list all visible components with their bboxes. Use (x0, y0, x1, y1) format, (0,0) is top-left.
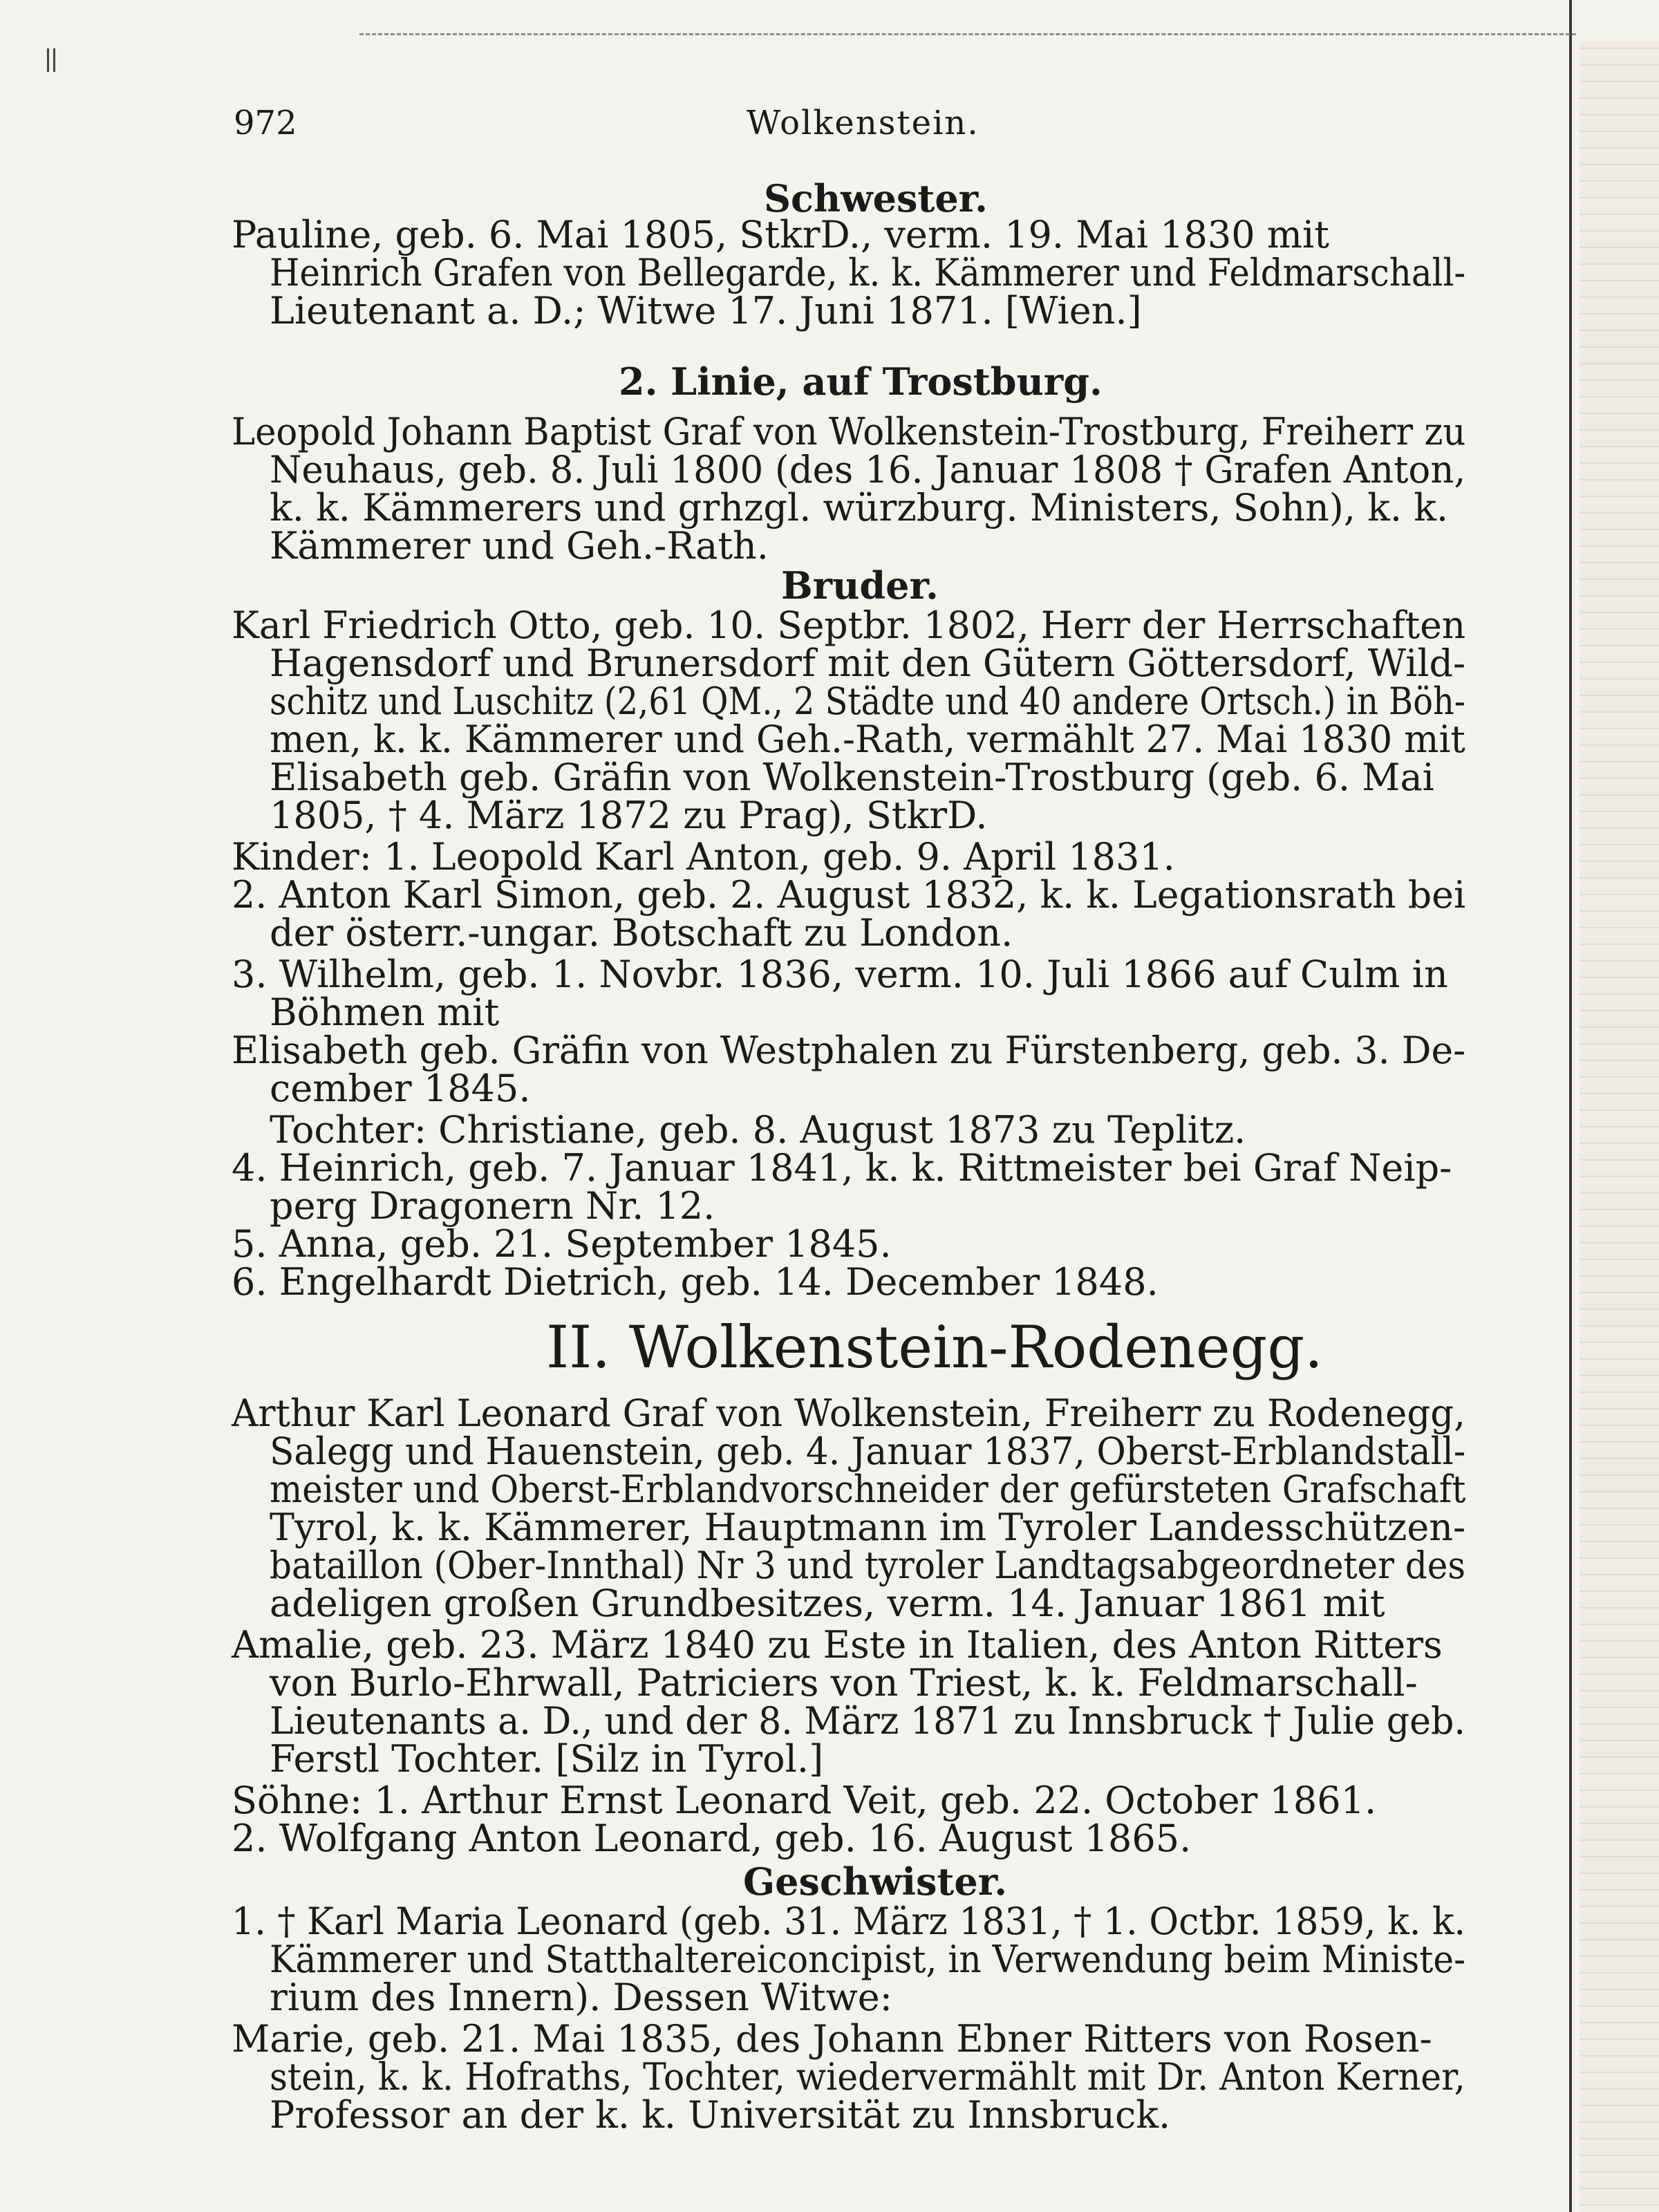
text-line: 2. Anton Karl Simon, geb. 2. August 1832, k. k. Legationsrath bei (232, 873, 1466, 917)
text-line: Pauline, geb. 6. Mai 1805, StkrD., verm. 19. Mai 1830 mit (232, 213, 1329, 256)
text-line: Salegg und Hauenstein, geb. 4. Januar 1837, Oberst-Erblandstall- (270, 1430, 1466, 1473)
heading-bruder: Bruder. (781, 563, 939, 608)
text-line: Hagensdorf und Brunersdorf mit den Gütern Göttersdorf, Wild- (270, 641, 1466, 685)
text-line: Karl Friedrich Otto, geb. 10. Septbr. 1802, Herr der Herrschaften (232, 603, 1466, 647)
text-line: adeligen großen Grundbesitzes, verm. 14. Januar 1861 mit (270, 1582, 1385, 1625)
text-line: Elisabeth geb. Gräfin von Westphalen zu Fürstenberg, geb. 3. De- (232, 1029, 1466, 1072)
text-line: meister und Oberst-Erblandvorschneider der gefürsteten Grafschaft (270, 1468, 1466, 1511)
heading-linie-trostburg: 2. Linie, auf Trostburg. (619, 359, 1103, 404)
text-line: k. k. Kämmerers und grhzgl. würzburg. Ministers, Sohn), k. k. (270, 486, 1449, 529)
text-line: cember 1845. (270, 1067, 531, 1110)
text-line: von Burlo-Ehrwall, Patriciers von Triest, k. k. Feldmarschall- (270, 1661, 1418, 1705)
heading-geschwister: Geschwister. (743, 1859, 1008, 1904)
heading-schwester: Schwester. (764, 176, 988, 221)
text-line: Lieutenant a. D.; Witwe 17. Juni 1871. [Wien.] (270, 289, 1142, 332)
text-line: Tochter: Christiane, geb. 8. August 1873 zu Teplitz. (270, 1108, 1246, 1152)
text-line: rium des Innern). Dessen Witwe: (270, 1976, 892, 2019)
text-line: 5. Anna, geb. 21. September 1845. (232, 1222, 892, 1266)
text-line: Söhne: 1. Arthur Ernst Leonard Veit, geb. 22. October 1861. (232, 1779, 1377, 1822)
text-line: 2. Wolfgang Anton Leonard, geb. 16. August 1865. (232, 1817, 1192, 1860)
text-line: 1805, † 4. März 1872 zu Prag), StkrD. (270, 794, 988, 837)
text-line: der österr.-ungar. Botschaft zu London. (270, 911, 1013, 955)
text-line: 6. Engelhardt Dietrich, geb. 14. December 1848. (232, 1260, 1159, 1304)
text-line: Tyrol, k. k. Kämmerer, Hauptmann im Tyroler Landesschützen- (270, 1506, 1466, 1549)
text-line: schitz und Luschitz (2,61 QM., 2 Städte und 40 andere Ortsch.) in Böh- (270, 679, 1465, 723)
running-head: Wolkenstein. (747, 104, 980, 142)
text-line: Lieutenants a. D., und der 8. März 1871 zu Innsbruck † Julie geb. (270, 1699, 1465, 1743)
text-line: Ferstl Tochter. [Silz in Tyrol.] (270, 1737, 824, 1781)
text-line: Amalie, geb. 23. März 1840 zu Este in Italien, des Anton Ritters (232, 1623, 1443, 1667)
text-line: bataillon (Ober-Innthal) Nr 3 und tyroler Landtagsabgeordneter des (270, 1544, 1465, 1587)
margin-mark (47, 48, 55, 72)
text-line: perg Dragonern Nr. 12. (270, 1184, 715, 1228)
facing-page-bleed (1580, 41, 1659, 2212)
text-line: Leopold Johann Baptist Graf von Wolkenstein-Trostburg, Freiherr zu (232, 410, 1466, 453)
page-number: 972 (234, 104, 297, 142)
text-line: Marie, geb. 21. Mai 1835, des Johann Ebner Ritters von Rosen- (232, 2017, 1432, 2061)
page-fold-line (1569, 0, 1572, 2212)
text-line: 4. Heinrich, geb. 7. Januar 1841, k. k. Rittmeister bei Graf Neip- (232, 1146, 1452, 1190)
text-line: Elisabeth geb. Gräfin von Wolkenstein-Trostburg (geb. 6. Mai (270, 756, 1434, 799)
section-title-rodenegg: II. Wolkenstein-Rodenegg. (546, 1313, 1323, 1381)
text-line: Kämmerer und Statthaltereiconcipist, in Verwendung beim Ministe- (270, 1938, 1466, 1981)
text-line: Professor an der k. k. Universität zu Innsbruck. (270, 2093, 1171, 2137)
text-line: 3. Wilhelm, geb. 1. Novbr. 1836, verm. 10. Juli 1866 auf Culm in (232, 953, 1448, 996)
top-dashed-edge (359, 33, 1576, 35)
text-line: men, k. k. Kämmerer und Geh.-Rath, vermählt 27. Mai 1830 mit (270, 718, 1465, 761)
text-line: Böhmen mit (270, 991, 500, 1034)
text-line: 1. † Karl Maria Leonard (geb. 31. März 1831, † 1. Octbr. 1859, k. k. (232, 1900, 1466, 1943)
text-line: Arthur Karl Leonard Graf von Wolkenstein, Freiherr zu Rodenegg, (232, 1391, 1465, 1435)
text-line: stein, k. k. Hofraths, Tochter, wiedervermählt mit Dr. Anton Kerner, (270, 2055, 1465, 2099)
text-line: Kinder: 1. Leopold Karl Anton, geb. 9. April 1831. (232, 835, 1175, 879)
text-line: Kämmerer und Geh.-Rath. (270, 524, 769, 568)
text-line: Heinrich Grafen von Bellegarde, k. k. Kämmerer und Feldmarschall- (270, 251, 1466, 294)
text-line: Neuhaus, geb. 8. Juli 1800 (des 16. Januar 1808 † Grafen Anton, (270, 448, 1466, 491)
